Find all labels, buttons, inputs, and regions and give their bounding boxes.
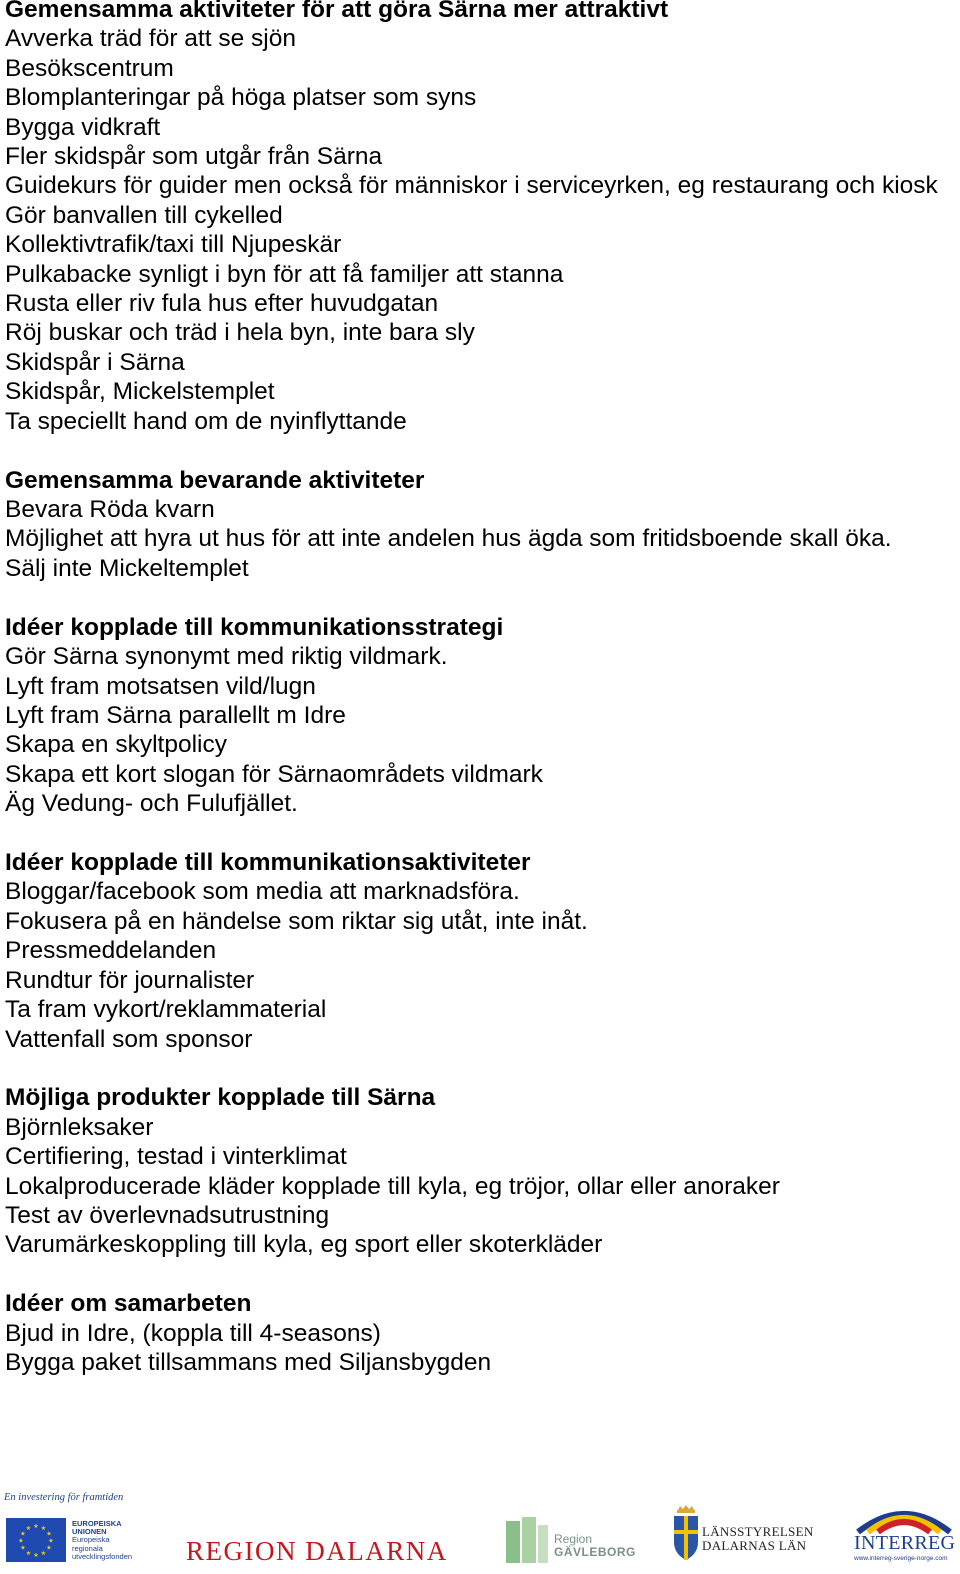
- svg-text:★: ★: [25, 1525, 32, 1532]
- lansstyrelsen-logo: [672, 1504, 812, 1568]
- list-item: Test av överlevnadsutrustning: [5, 1202, 330, 1230]
- list-item: Lokalproducerade kläder kopplade till kyla, eg tröjor, ollar eller anoraker: [5, 1172, 780, 1200]
- section-heading: Gemensamma bevarande aktiviteter: [5, 466, 425, 494]
- list-item: Gör banvallen till cykelled: [5, 201, 283, 229]
- document-body: [5, 0, 950, 1407]
- list-item: Pulkabacke synligt i byn för att få familjer att stanna: [5, 260, 564, 288]
- section-heading: Gemensamma aktiviteter för att göra Särna mer attraktivt: [5, 0, 669, 23]
- list-item: Vattenfall som sponsor: [5, 1025, 253, 1053]
- list-item: Bygga vidkraft: [5, 113, 161, 141]
- svg-text:★: ★: [48, 1537, 54, 1545]
- list-item: Bevara Röda kvarn: [5, 496, 215, 523]
- list-item: Äg Vedung- och Fulufjället.: [5, 790, 298, 818]
- gavleborg-text: [554, 1533, 636, 1559]
- list-item: Fokusera på en händelse som riktar sig utåt, inte inåt.: [5, 907, 588, 935]
- section-heading: Möjliga produkter kopplade till Särna: [5, 1084, 436, 1112]
- list-item: Gör Särna synonymt med riktig vildmark.: [5, 643, 448, 671]
- list-item: Pressmeddelanden: [5, 937, 217, 965]
- list-item: Skidspår i Särna: [5, 348, 185, 376]
- list-item: Bjud in Idre, (koppla till 4-seasons): [5, 1319, 381, 1347]
- eu-text: [72, 1520, 132, 1561]
- list-item: Ta speciellt hand om de nyinflyttande: [5, 407, 407, 435]
- footer-logos: [0, 1488, 960, 1574]
- list-item: Bloggar/facebook som media att marknadsföra.: [5, 878, 520, 906]
- list-item: Bygga paket tillsammans med Siljansbygden: [5, 1349, 492, 1377]
- svg-text:★: ★: [33, 1523, 39, 1530]
- interreg-logo: [852, 1502, 956, 1568]
- region-gavleborg-logo: [506, 1515, 636, 1567]
- list-item: Rundtur för journalister: [5, 966, 255, 994]
- svg-text:★: ★: [40, 1550, 47, 1557]
- list-item: Rusta eller riv fula hus efter huvudgatan: [5, 290, 439, 318]
- section-heading: Idéer kopplade till kommunikationsaktiviteter: [5, 849, 531, 877]
- list-item: Lyft fram motsatsen vild/lugn: [5, 672, 316, 700]
- svg-text:★: ★: [40, 1525, 47, 1532]
- svg-text:★: ★: [20, 1530, 26, 1538]
- gavleborg-mark-icon: [506, 1517, 550, 1565]
- interreg-arcs-icon: [852, 1502, 956, 1534]
- eu-flag-icon: [6, 1518, 66, 1562]
- list-item: Skapa en skyltpolicy: [5, 731, 227, 759]
- list-item: Guidekurs för guider men också för människor i serviceyrken, eg restaurang och kiosk: [5, 172, 938, 200]
- svg-text:★: ★: [46, 1530, 52, 1538]
- section-possible-products: [5, 1083, 950, 1259]
- list-item: Skapa ett kort slogan för Särnaområdets vildmark: [5, 760, 543, 788]
- interreg-wordmark: INTERREG: [854, 1532, 956, 1554]
- svg-text:★: ★: [20, 1544, 26, 1552]
- list-item: Kollektivtrafik/taxi till Njupeskär: [5, 231, 342, 259]
- svg-text:★: ★: [33, 1552, 39, 1559]
- list-item: Varumärkeskoppling till kyla, eg sport eller skoterkläder: [5, 1231, 603, 1259]
- list-item: Fler skidspår som utgår från Särna: [5, 143, 383, 171]
- list-item: Ta fram vykort/reklammaterial: [5, 996, 327, 1024]
- svg-text:★: ★: [25, 1550, 32, 1557]
- lansstyrelsen-text: [702, 1525, 814, 1553]
- section-communication-activities: [5, 848, 950, 1054]
- section-heading: Idéer om samarbeten: [5, 1290, 252, 1318]
- svg-text:★: ★: [18, 1537, 24, 1545]
- region-dalarna-logo: REGION DALARNA: [186, 1536, 448, 1566]
- list-item: Avverka träd för att se sjön: [5, 25, 296, 53]
- section-cooperation-ideas: [5, 1289, 950, 1377]
- eu-text-line: Europeiska: [72, 1535, 110, 1545]
- eu-tagline: En investering för framtiden: [4, 1492, 124, 1503]
- list-item: Röj buskar och träd i hela byn, inte bara sly: [5, 319, 475, 347]
- list-item: Möjlighet att hyra ut hus för att inte andelen hus ägda som fritidsboende skall öka.: [5, 525, 892, 553]
- gavleborg-text-line: Region: [554, 1532, 593, 1546]
- list-item: Skidspår, Mickelstemplet: [5, 378, 275, 406]
- list-item: Certifiering, testad i vinterklimat: [5, 1143, 347, 1171]
- lansstyrelsen-text-line: DALARNAS LÄN: [702, 1538, 807, 1553]
- interreg-url: www.interreg-sverige-norge.com: [854, 1555, 948, 1562]
- svg-text:★: ★: [46, 1544, 52, 1552]
- eu-text-line: EUROPEISKA: [72, 1519, 122, 1528]
- list-item: Blomplanteringar på höga platser som syns: [5, 84, 477, 112]
- list-item: Lyft fram Särna parallellt m Idre: [5, 701, 346, 729]
- eu-text-line: UNIONEN: [72, 1527, 107, 1537]
- eu-logo: [4, 1492, 144, 1568]
- eu-text-line: utvecklingsfonden: [72, 1551, 133, 1561]
- section-attractive-activities: [5, 0, 950, 436]
- section-heading: Idéer kopplade till kommunikationsstrategi: [5, 613, 504, 641]
- gavleborg-text-line: GÄVLEBORG: [554, 1545, 636, 1559]
- list-item: Besökscentrum: [5, 54, 174, 82]
- eu-text-line: regionala: [72, 1543, 103, 1553]
- list-item: Sälj inte Mickeltemplet: [5, 554, 249, 582]
- coat-of-arms-icon: [672, 1504, 700, 1564]
- section-preservation-activities: [5, 466, 950, 584]
- lansstyrelsen-text-line: LÄNSSTYRELSEN: [702, 1524, 814, 1539]
- section-communication-strategy: [5, 613, 950, 819]
- list-item: Björnleksaker: [5, 1113, 154, 1141]
